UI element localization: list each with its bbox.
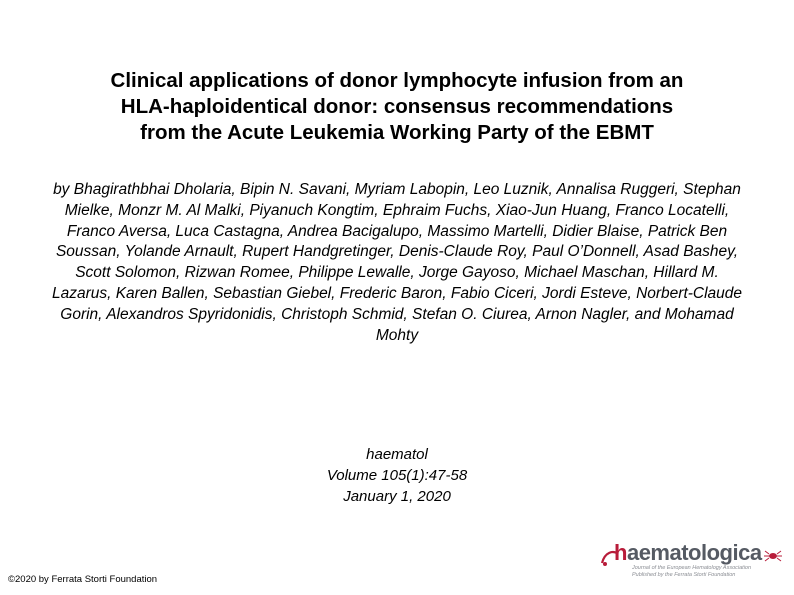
copyright-notice: ©2020 by Ferrata Storti Foundation	[8, 574, 158, 585]
publication-date: January 1, 2020	[343, 488, 451, 505]
logo-subtitle: Journal of the European Hematology Association Published by the Ferrata Storti Foundation	[632, 565, 752, 578]
logo-wordmark: haematologica	[614, 540, 762, 565]
citation-block	[250, 444, 544, 507]
foundation-emblem-icon	[764, 549, 782, 563]
journal-name: haematol	[366, 446, 428, 463]
title-line-3: from the Acute Leukemia Working Party of the EBMT	[140, 121, 654, 144]
title-line-2: HLA-haploidentical donor: consensus recommendations	[120, 95, 674, 118]
haematologica-logo	[600, 540, 785, 582]
article-title	[30, 68, 764, 146]
title-line-1: Clinical applications of donor lymphocyte infusion from an	[110, 69, 684, 92]
volume-pages: Volume 105(1):47-58	[326, 467, 468, 484]
author-list: by Bhagirathbhai Dholaria, Bipin N. Savani, Myriam Labopin, Leo Luznik, Annalisa Ruggeri, Stephan Mielke, Monzr M. Al Malki, Piyanuch Kongtim, Ephraim Fuchs, Xiao-Jun Huang, Franco Locatelli, Franco Aversa, Luca Castagna, Andrea Bacigalupo, Massimo Martelli, Didier Blaise, Patrick Ben Soussan, Yolande Arnault, Rupert Handgretinger, Denis-Claude Roy, Paul O’Donnell, Asad Bashey, Scott Solomon, Rizwan Romee, Philippe Lewalle, Jorge Gayoso, Michael Maschan, Hillard M. Lazarus, Karen Ballen, Sebastian Giebel, Frederic Baron, Fabio Ciceri, Jordi Esteve, Norbert-Claude Gorin, Alexandros Spyridonidis, Christoph Schmid, Stefan O. Ciurea, Arnon Nagler, and Mohamad Mohty	[51, 181, 743, 344]
